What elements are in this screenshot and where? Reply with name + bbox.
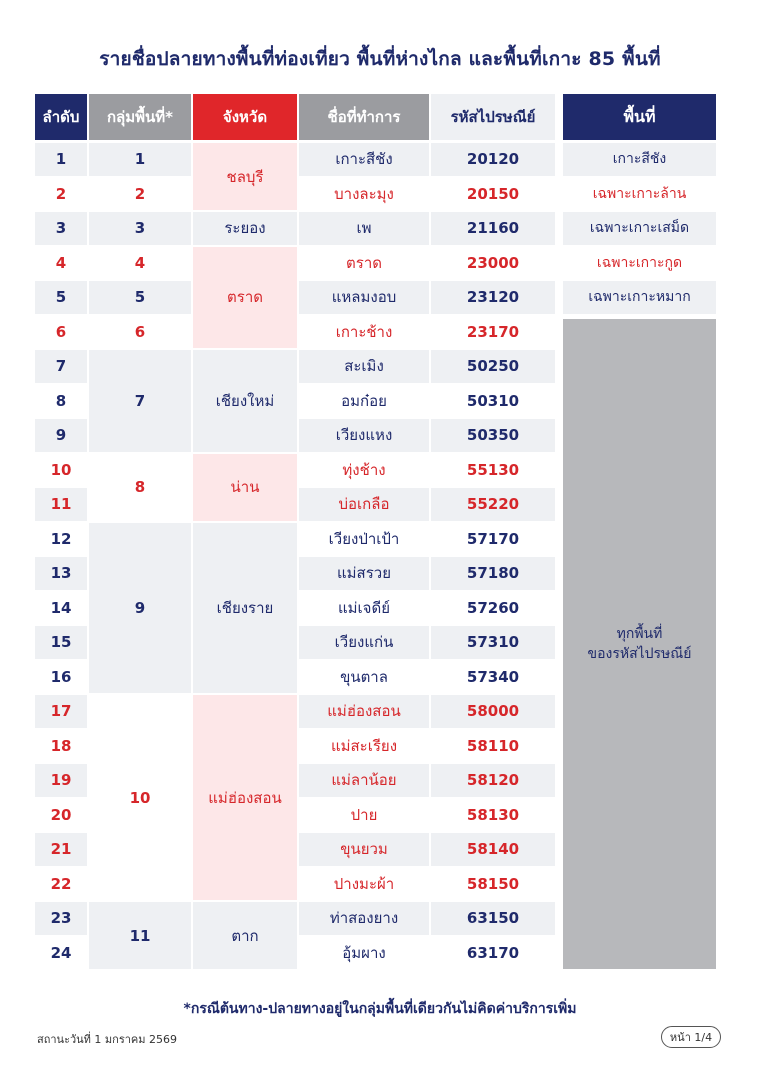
- postcode-cell: 20120: [431, 143, 557, 178]
- office-cell: ขุนยวม: [299, 833, 431, 868]
- order-cell: 13: [35, 557, 89, 592]
- office-cell: บางละมุง: [299, 178, 431, 213]
- order-cell: 4: [35, 247, 89, 282]
- order-cell: 6: [35, 316, 89, 351]
- order-cell: 16: [35, 661, 89, 696]
- postcode-cell: 63170: [431, 937, 557, 972]
- order-cell: 1: [35, 143, 89, 178]
- office-cell: แม่สรวย: [299, 557, 431, 592]
- order-cell: 15: [35, 626, 89, 661]
- order-cell: 24: [35, 937, 89, 972]
- group-cell: 8: [89, 454, 193, 523]
- postcode-cell: 58120: [431, 764, 557, 799]
- footnote: *กรณีต้นทาง-ปลายทางอยู่ในกลุ่มพื้นที่เดียวกันไม่คิดค่าบริการเพิ่ม: [183, 1001, 577, 1017]
- postcode-cell: 55130: [431, 454, 557, 489]
- postcode-cell: 57180: [431, 557, 557, 592]
- postcode-cell: 57260: [431, 592, 557, 627]
- order-cell: 10: [35, 454, 89, 489]
- header-group: กลุ่มพื้นที่*: [89, 94, 193, 142]
- order-cell: 9: [35, 419, 89, 454]
- postcode-cell: 21160: [431, 212, 557, 247]
- office-cell: สะเมิง: [299, 350, 431, 385]
- province-cell: ตราด: [193, 247, 299, 351]
- status-date: สถานะวันที่ 1 มกราคม 2569: [37, 1033, 178, 1046]
- province-cell: ชลบุรี: [193, 143, 299, 212]
- postcode-cell: 57340: [431, 661, 557, 696]
- group-cell: 10: [89, 695, 193, 902]
- office-cell: เวียงแก่น: [299, 626, 431, 661]
- group-cell: 4: [89, 247, 193, 282]
- postcode-cell: 57170: [431, 523, 557, 558]
- area-row: เฉพาะเกาะหมาก: [563, 281, 716, 316]
- office-cell: ปางมะผ้า: [299, 868, 431, 903]
- area-row: เฉพาะเกาะเสม็ด: [563, 212, 716, 247]
- postcode-cell: 23120: [431, 281, 557, 316]
- office-cell: เวียงแหง: [299, 419, 431, 454]
- header-office: ชื่อที่ทำการ: [299, 94, 431, 142]
- office-cell: บ่อเกลือ: [299, 488, 431, 523]
- office-cell: เกาะช้าง: [299, 316, 431, 351]
- header-area: พื้นที่: [563, 94, 716, 142]
- province-cell: แม่ฮ่องสอน: [193, 695, 299, 902]
- area-all-postcodes: [563, 319, 716, 971]
- order-cell: 8: [35, 385, 89, 420]
- postcode-cell: 50310: [431, 385, 557, 420]
- group-cell: 7: [89, 350, 193, 454]
- office-cell: ตราด: [299, 247, 431, 282]
- order-cell: 17: [35, 695, 89, 730]
- group-cell: 6: [89, 316, 193, 351]
- postcode-cell: 23170: [431, 316, 557, 351]
- office-cell: ทุ่งช้าง: [299, 454, 431, 489]
- order-cell: 23: [35, 902, 89, 937]
- order-cell: 14: [35, 592, 89, 627]
- area-row: เฉพาะเกาะล้าน: [563, 178, 716, 213]
- order-cell: 3: [35, 212, 89, 247]
- group-cell: 1: [89, 143, 193, 178]
- order-cell: 2: [35, 178, 89, 213]
- order-cell: 20: [35, 799, 89, 834]
- order-cell: 7: [35, 350, 89, 385]
- group-cell: 2: [89, 178, 193, 213]
- header-order: ลำดับ: [35, 94, 89, 142]
- postcode-cell: 63150: [431, 902, 557, 937]
- office-cell: อุ้มผาง: [299, 937, 431, 972]
- office-cell: แม่ลาน้อย: [299, 764, 431, 799]
- province-cell: เชียงราย: [193, 523, 299, 696]
- postcode-cell: 58110: [431, 730, 557, 765]
- order-cell: 18: [35, 730, 89, 765]
- postcode-cell: 57310: [431, 626, 557, 661]
- order-cell: 19: [35, 764, 89, 799]
- office-cell: ขุนตาล: [299, 661, 431, 696]
- province-cell: ระยอง: [193, 212, 299, 247]
- postcode-cell: 58140: [431, 833, 557, 868]
- order-cell: 22: [35, 868, 89, 903]
- office-cell: เวียงป่าเป้า: [299, 523, 431, 558]
- area-all-line1: ทุกพื้นที่: [616, 625, 663, 642]
- postcode-cell: 23000: [431, 247, 557, 282]
- order-cell: 11: [35, 488, 89, 523]
- office-cell: เกาะสีชัง: [299, 143, 431, 178]
- group-cell: 9: [89, 523, 193, 696]
- province-cell: น่าน: [193, 454, 299, 523]
- area-row: เกาะสีชัง: [563, 143, 716, 178]
- postcode-cell: 50250: [431, 350, 557, 385]
- postcode-cell: 58130: [431, 799, 557, 834]
- area-all-line2: ของรหัสไปรษณีย์: [587, 646, 692, 662]
- province-cell: เชียงใหม่: [193, 350, 299, 454]
- office-cell: ปาย: [299, 799, 431, 834]
- office-cell: แม่เจดีย์: [299, 592, 431, 627]
- order-cell: 12: [35, 523, 89, 558]
- postcode-cell: 58000: [431, 695, 557, 730]
- group-cell: 3: [89, 212, 193, 247]
- header-province: จังหวัด: [193, 94, 299, 142]
- office-cell: แหลมงอบ: [299, 281, 431, 316]
- office-cell: แม่สะเรียง: [299, 730, 431, 765]
- office-cell: อมก๋อย: [299, 385, 431, 420]
- office-cell: เพ: [299, 212, 431, 247]
- postcode-cell: 55220: [431, 488, 557, 523]
- header-postcode: รหัสไปรษณีย์: [431, 94, 557, 142]
- postcode-cell: 20150: [431, 178, 557, 213]
- office-cell: ท่าสองยาง: [299, 902, 431, 937]
- destination-table: [35, 94, 557, 971]
- postcode-cell: 50350: [431, 419, 557, 454]
- postcode-cell: 58150: [431, 868, 557, 903]
- group-cell: 5: [89, 281, 193, 316]
- page-indicator: หน้า 1/4: [661, 1026, 721, 1048]
- area-column: [563, 94, 716, 971]
- area-row: เฉพาะเกาะกูด: [563, 247, 716, 282]
- page-title: รายชื่อปลายทางพื้นที่ท่องเที่ยว พื้นที่ห่างไกล และพื้นที่เกาะ 85 พื้นที่: [99, 48, 661, 70]
- office-cell: แม่ฮ่องสอน: [299, 695, 431, 730]
- group-cell: 11: [89, 902, 193, 971]
- order-cell: 5: [35, 281, 89, 316]
- order-cell: 21: [35, 833, 89, 868]
- province-cell: ตาก: [193, 902, 299, 971]
